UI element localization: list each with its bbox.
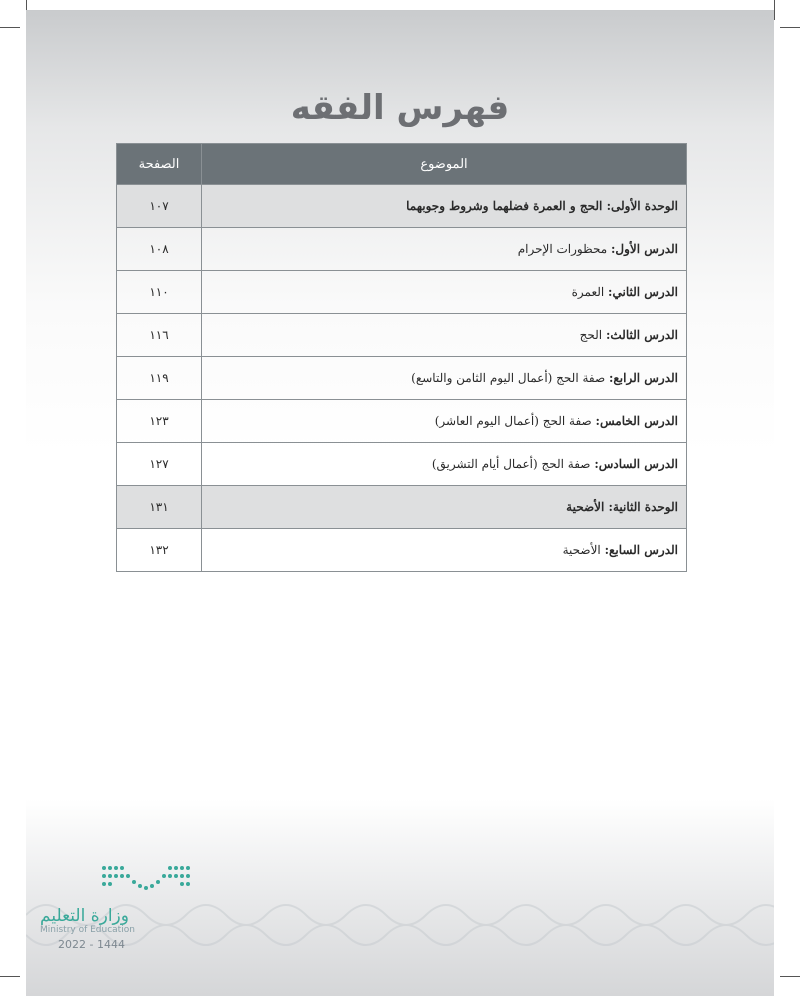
lesson-row — [117, 357, 687, 400]
row-text: محظورات الإحرام — [517, 242, 611, 256]
row-label: الوحدة الأولى: — [606, 199, 678, 213]
row-text: الحج و العمرة فضلهما وشروط وجوبهما — [406, 199, 607, 213]
lesson-row — [117, 228, 687, 271]
row-page-number: ١٣٢ — [117, 529, 202, 572]
lesson-row — [117, 314, 687, 357]
crop-mark — [0, 27, 20, 28]
ornament-border — [26, 895, 774, 955]
row-text: الأضحية — [566, 500, 609, 514]
row-page-number: ١٠٨ — [117, 228, 202, 271]
toc-table — [116, 143, 687, 572]
crop-mark — [780, 976, 800, 977]
unit-row — [117, 486, 687, 529]
row-subject — [202, 314, 687, 357]
crop-mark — [780, 27, 800, 28]
table-header-row — [117, 144, 687, 185]
row-subject — [202, 185, 687, 228]
row-page-number: ١٠٧ — [117, 185, 202, 228]
row-subject — [202, 271, 687, 314]
row-page-number: ١٢٧ — [117, 443, 202, 486]
ministry-name-english: Ministry of Education — [40, 925, 135, 935]
lesson-row — [117, 529, 687, 572]
row-page-number: ١٣١ — [117, 486, 202, 529]
row-label: الوحدة الثانية: — [608, 500, 678, 514]
ministry-name-arabic: وزارة التعليم — [40, 906, 129, 926]
row-subject — [202, 443, 687, 486]
row-label: الدرس الثالث: — [605, 328, 678, 342]
row-page-number: ١١٠ — [117, 271, 202, 314]
header-page: الصفحة — [117, 144, 202, 185]
row-subject — [202, 228, 687, 271]
row-label: الدرس الثاني: — [608, 285, 678, 299]
row-text: صفة الحج (أعمال أيام التشريق) — [431, 457, 595, 471]
lesson-row — [117, 443, 687, 486]
row-page-number: ١٢٣ — [117, 400, 202, 443]
row-text: الأضحية — [562, 543, 605, 557]
unit-row — [117, 185, 687, 228]
ministry-logo-icon — [96, 862, 196, 894]
crop-mark — [0, 976, 20, 977]
row-text: الحج — [579, 328, 606, 342]
row-text: العمرة — [571, 285, 609, 299]
lesson-row — [117, 271, 687, 314]
row-subject — [202, 486, 687, 529]
row-subject — [202, 400, 687, 443]
row-label: الدرس السادس: — [594, 457, 678, 471]
row-label: الدرس الخامس: — [595, 414, 678, 428]
row-subject — [202, 529, 687, 572]
row-subject — [202, 357, 687, 400]
page-title: فهرس الفقه — [290, 88, 510, 128]
row-label: الدرس الرابع: — [608, 371, 678, 385]
toc-body — [117, 185, 687, 572]
row-label: الدرس الأول: — [610, 242, 678, 256]
row-page-number: ١١٦ — [117, 314, 202, 357]
header-subject: الموضوع — [202, 144, 687, 185]
crop-mark — [774, 0, 775, 20]
edition-year: 2022 - 1444 — [58, 938, 125, 951]
lesson-row — [117, 400, 687, 443]
row-text: صفة الحج (أعمال اليوم الثامن والتاسع) — [411, 371, 609, 385]
row-label: الدرس السابع: — [604, 543, 678, 557]
row-page-number: ١١٩ — [117, 357, 202, 400]
row-text: صفة الحج (أعمال اليوم العاشر) — [434, 414, 596, 428]
